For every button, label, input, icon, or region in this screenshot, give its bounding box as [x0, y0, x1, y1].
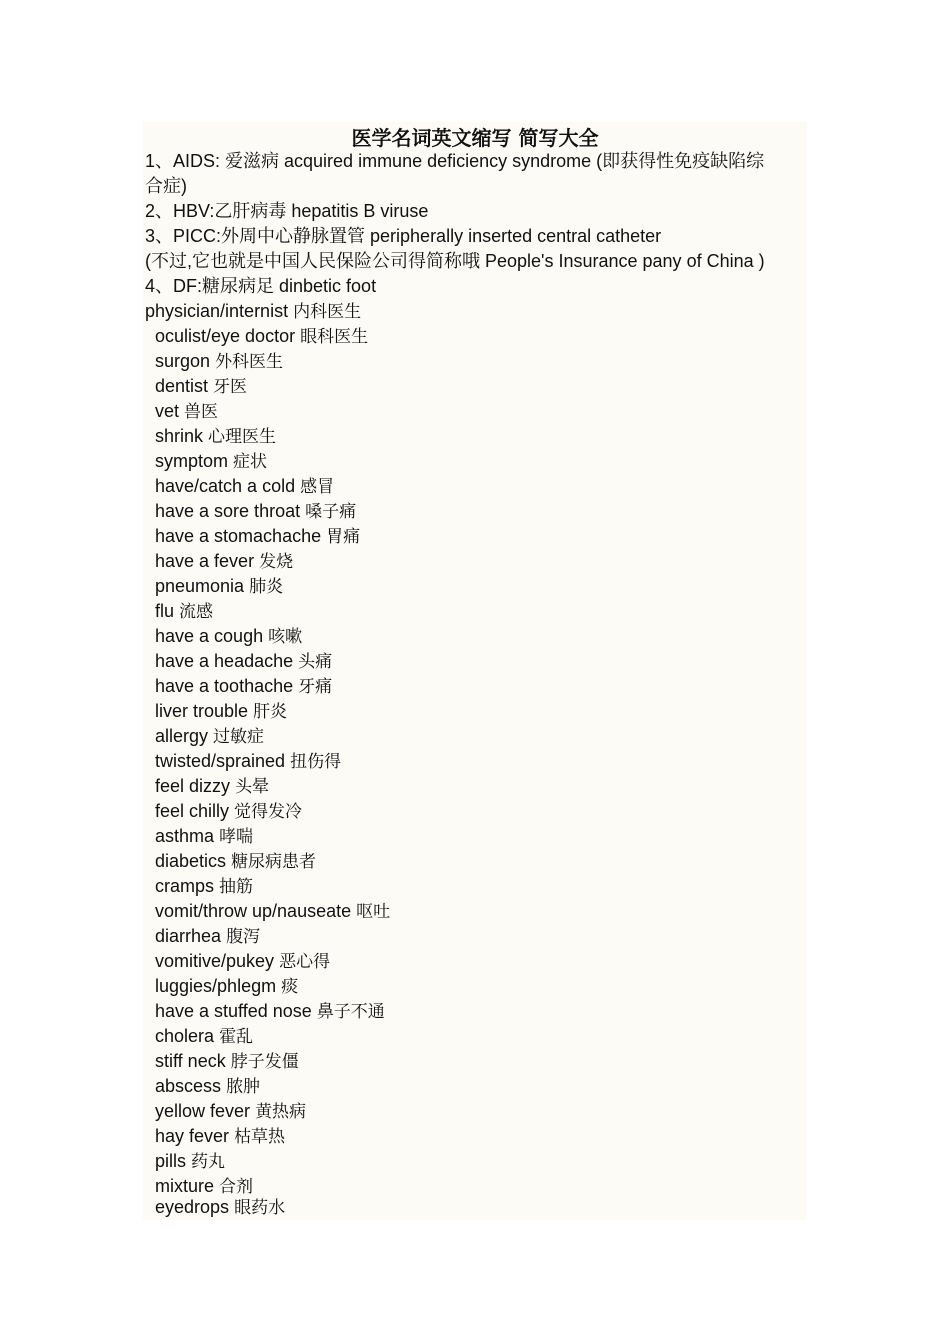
- vocab-item: [155, 574, 283, 599]
- vocab-en: pneumonia: [155, 576, 245, 596]
- vocab-cn: 糖尿病患者: [231, 852, 317, 872]
- vocab-en: physician/internist: [145, 301, 289, 321]
- vocab-cn: 兽医: [184, 402, 219, 422]
- vocab-en: allergy: [155, 726, 209, 746]
- vocab-en: feel chilly: [155, 801, 230, 821]
- vocab-cn: 痰: [281, 977, 299, 997]
- vocab-en: pills: [155, 1151, 187, 1171]
- vocab-en: have a headache: [155, 651, 294, 671]
- document-body: [143, 122, 807, 1220]
- vocab-en: diarrhea: [155, 926, 222, 946]
- vocab-cn: 眼科医生: [300, 327, 369, 347]
- vocab-cn: 肺炎: [249, 577, 284, 597]
- vocab-item: [155, 1074, 260, 1099]
- vocab-cn: 枯草热: [234, 1127, 286, 1147]
- vocab-item: [155, 1024, 253, 1049]
- vocab-en: diabetics: [155, 851, 227, 871]
- vocab-en: symptom: [155, 451, 229, 471]
- vocab-cn: 脖子发僵: [230, 1052, 299, 1072]
- vocab-item: [155, 874, 253, 899]
- vocab-en: asthma: [155, 826, 215, 846]
- vocab-item: [155, 799, 302, 824]
- vocab-cn: 合剂: [219, 1177, 254, 1197]
- vocab-cn: 头晕: [235, 777, 270, 797]
- vocab-item: [155, 399, 218, 424]
- vocab-cn: 咳嗽: [268, 627, 303, 647]
- vocab-en: have a fever: [155, 551, 255, 571]
- vocab-item: [155, 374, 247, 399]
- vocab-cn: 胃痛: [326, 527, 361, 547]
- vocab-item: [155, 699, 287, 724]
- vocab-item: [155, 524, 360, 549]
- vocab-cn: 扭伤得: [290, 752, 342, 772]
- vocab-en: hay fever: [155, 1126, 230, 1146]
- vocab-item: [155, 1149, 225, 1174]
- vocab-item: [155, 924, 260, 949]
- vocab-item: [155, 599, 213, 624]
- vocab-item: [155, 474, 334, 499]
- vocab-item: [145, 299, 361, 324]
- vocab-item: [155, 1124, 285, 1149]
- vocab-cn: 抽筋: [219, 877, 254, 897]
- vocab-cn: 觉得发冷: [234, 802, 303, 822]
- vocab-cn: 外科医生: [215, 352, 284, 372]
- vocab-en: have a stuffed nose: [155, 1001, 312, 1021]
- vocab-en: stiff neck: [155, 1051, 226, 1071]
- vocab-item: [155, 849, 316, 874]
- vocab-cn: 发烧: [259, 552, 294, 572]
- vocab-en: vomit/throw up/nauseate: [155, 901, 352, 921]
- vocab-item: [155, 499, 356, 524]
- vocab-en: have/catch a cold: [155, 476, 296, 496]
- vocab-cn: 流感: [179, 602, 214, 622]
- vocab-item: [155, 1195, 285, 1220]
- vocab-item: [155, 324, 368, 349]
- vocab-cn: 眼药水: [234, 1198, 286, 1218]
- vocab-en: surgon: [155, 351, 211, 371]
- vocab-en: vomitive/pukey: [155, 951, 275, 971]
- vocab-en: shrink: [155, 426, 204, 446]
- vocab-item: [155, 449, 267, 474]
- page-title: 医学名词英文缩写 简写大全: [351, 126, 599, 150]
- abbr-df: 4、DF:糖尿病足 dinbetic foot: [145, 276, 377, 296]
- vocab-cn: 腹泻: [226, 927, 261, 947]
- vocab-en: twisted/sprained: [155, 751, 286, 771]
- vocab-cn: 霍乱: [219, 1027, 254, 1047]
- vocab-item: [155, 649, 332, 674]
- abbr-picc: 3、PICC:外周中心静脉置管 peripherally inserted central catheter: [145, 226, 662, 246]
- vocab-cn: 内科医生: [293, 302, 362, 322]
- vocab-cn: 哮喘: [219, 827, 254, 847]
- vocab-en: oculist/eye doctor: [155, 326, 296, 346]
- vocab-cn: 头痛: [298, 652, 333, 672]
- vocab-item: [155, 899, 390, 924]
- abbr-aids: 1、AIDS: 爱滋病 acquired immune deficiency syndrome (即获得性免疫缺陷综: [145, 151, 765, 171]
- vocab-en: have a stomachache: [155, 526, 322, 546]
- vocab-en: eyedrops: [155, 1197, 230, 1217]
- vocab-item: [155, 974, 298, 999]
- vocab-cn: 牙医: [213, 377, 248, 397]
- vocab-item: [155, 824, 253, 849]
- vocab-en: cramps: [155, 876, 215, 896]
- vocab-cn: 嗓子痛: [305, 502, 357, 522]
- vocab-item: [155, 999, 385, 1024]
- vocab-cn: 牙痛: [298, 677, 333, 697]
- vocab-en: have a sore throat: [155, 501, 301, 521]
- vocab-item: [155, 774, 269, 799]
- vocab-item: [155, 1049, 299, 1074]
- vocab-en: vet: [155, 401, 180, 421]
- vocab-item: [155, 949, 330, 974]
- vocab-en: cholera: [155, 1026, 215, 1046]
- vocab-en: liver trouble: [155, 701, 249, 721]
- vocab-cn: 恶心得: [279, 952, 331, 972]
- vocab-cn: 症状: [233, 452, 268, 472]
- vocab-cn: 肝炎: [253, 702, 288, 722]
- vocab-en: dentist: [155, 376, 209, 396]
- abbr-hbv: 2、HBV:乙肝病毒 hepatitis B viruse: [145, 201, 429, 221]
- vocab-en: luggies/phlegm: [155, 976, 277, 996]
- vocab-en: flu: [155, 601, 175, 621]
- vocab-en: mixture: [155, 1176, 215, 1196]
- vocab-en: have a toothache: [155, 676, 294, 696]
- vocab-en: have a cough: [155, 626, 264, 646]
- vocab-item: [155, 349, 283, 374]
- vocab-cn: 鼻子不通: [316, 1002, 385, 1022]
- vocab-cn: 过敏症: [213, 727, 265, 747]
- abbr-aids-cont: 合症): [145, 176, 187, 196]
- vocab-item: [155, 749, 341, 774]
- vocab-item: [155, 1099, 306, 1124]
- vocab-cn: 药丸: [191, 1152, 226, 1172]
- vocab-cn: 呕吐: [356, 902, 391, 922]
- abbr-picc-note: (不过,它也就是中国人民保险公司得简称哦 People's Insurance pany of China ): [145, 251, 765, 271]
- vocab-item: [155, 424, 276, 449]
- vocab-cn: 黄热病: [255, 1102, 307, 1122]
- vocab-cn: 感冒: [300, 477, 335, 497]
- vocab-cn: 心理医生: [208, 427, 277, 447]
- vocab-item: [155, 674, 332, 699]
- vocab-item: [155, 549, 293, 574]
- vocab-item: [155, 624, 302, 649]
- vocab-en: feel dizzy: [155, 776, 231, 796]
- vocab-cn: 脓肿: [226, 1077, 261, 1097]
- vocab-item: [155, 724, 264, 749]
- vocab-en: abscess: [155, 1076, 222, 1096]
- vocab-en: yellow fever: [155, 1101, 251, 1121]
